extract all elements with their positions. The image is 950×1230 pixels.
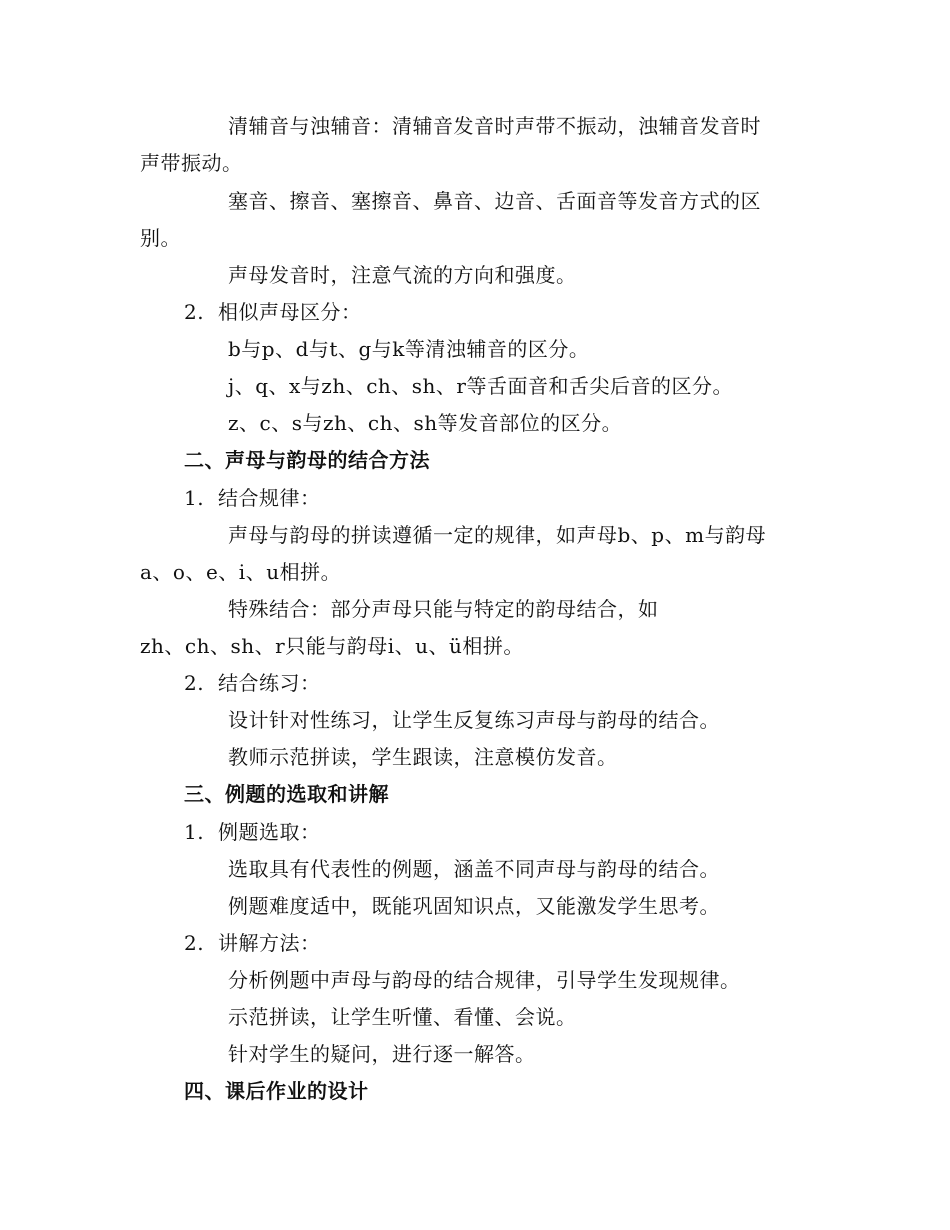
paragraph-line: 选取具有代表性的例题，涵盖不同声母与韵母的结合。 xyxy=(228,857,720,881)
section-heading: 二、声母与韵母的结合方法 xyxy=(184,448,430,472)
list-number: 2. xyxy=(184,931,205,955)
list-item-heading xyxy=(184,931,321,955)
section-heading: 三、例题的选取和讲解 xyxy=(184,782,389,806)
list-item-label: 结合练习： xyxy=(218,671,321,695)
list-item-label: 相似声母区分： xyxy=(218,300,362,324)
paragraph-line: 塞音、擦音、塞擦音、鼻音、边音、舌面音等发音方式的区 xyxy=(228,189,761,213)
list-number: 2. xyxy=(184,671,205,695)
paragraph-line: 特殊结合：部分声母只能与特定的韵母结合，如 xyxy=(228,597,659,621)
paragraph-line: zh、ch、sh、r只能与韵母i、u、ü相拼。 xyxy=(140,634,524,658)
paragraph-line: 示范拼读，让学生听懂、看懂、会说。 xyxy=(228,1005,577,1029)
paragraph-line: 清辅音与浊辅音：清辅音发音时声带不振动，浊辅音发音时 xyxy=(228,114,761,138)
paragraph-line: 例题难度适中，既能巩固知识点，又能激发学生思考。 xyxy=(228,894,720,918)
paragraph-line: 声母发音时，注意气流的方向和强度。 xyxy=(228,263,577,287)
list-item-heading xyxy=(184,671,321,695)
list-item-heading xyxy=(184,300,362,324)
paragraph-line: z、c、s与zh、ch、sh等发音部位的区分。 xyxy=(228,411,623,435)
list-item-label: 讲解方法： xyxy=(218,931,321,955)
paragraph-line: 教师示范拼读，学生跟读，注意模仿发音。 xyxy=(228,745,618,769)
paragraph-line: 分析例题中声母与韵母的结合规律，引导学生发现规律。 xyxy=(228,968,741,992)
list-item-heading xyxy=(184,820,321,844)
paragraph-line: 设计针对性练习，让学生反复练习声母与韵母的结合。 xyxy=(228,708,720,732)
paragraph-line: j、q、x与zh、ch、sh、r等舌面音和舌尖后音的区分。 xyxy=(228,374,733,398)
list-number: 1. xyxy=(184,820,205,844)
paragraph-line: 别。 xyxy=(140,226,181,250)
paragraph-line: b与p、d与t、g与k等清浊辅音的区分。 xyxy=(228,337,590,361)
list-number: 1. xyxy=(184,486,205,510)
paragraph-line: 针对学生的疑问，进行逐一解答。 xyxy=(228,1042,536,1066)
paragraph-line: 声母与韵母的拼读遵循一定的规律，如声母b、p、m与韵母 xyxy=(228,523,767,547)
list-item-label: 例题选取： xyxy=(218,820,321,844)
paragraph-line: a、o、e、i、u相拼。 xyxy=(140,560,342,584)
list-item-label: 结合规律： xyxy=(218,486,321,510)
paragraph-line: 声带振动。 xyxy=(140,151,243,175)
list-item-heading xyxy=(184,486,321,510)
list-number: 2. xyxy=(184,300,205,324)
section-heading: 四、课后作业的设计 xyxy=(184,1079,369,1103)
